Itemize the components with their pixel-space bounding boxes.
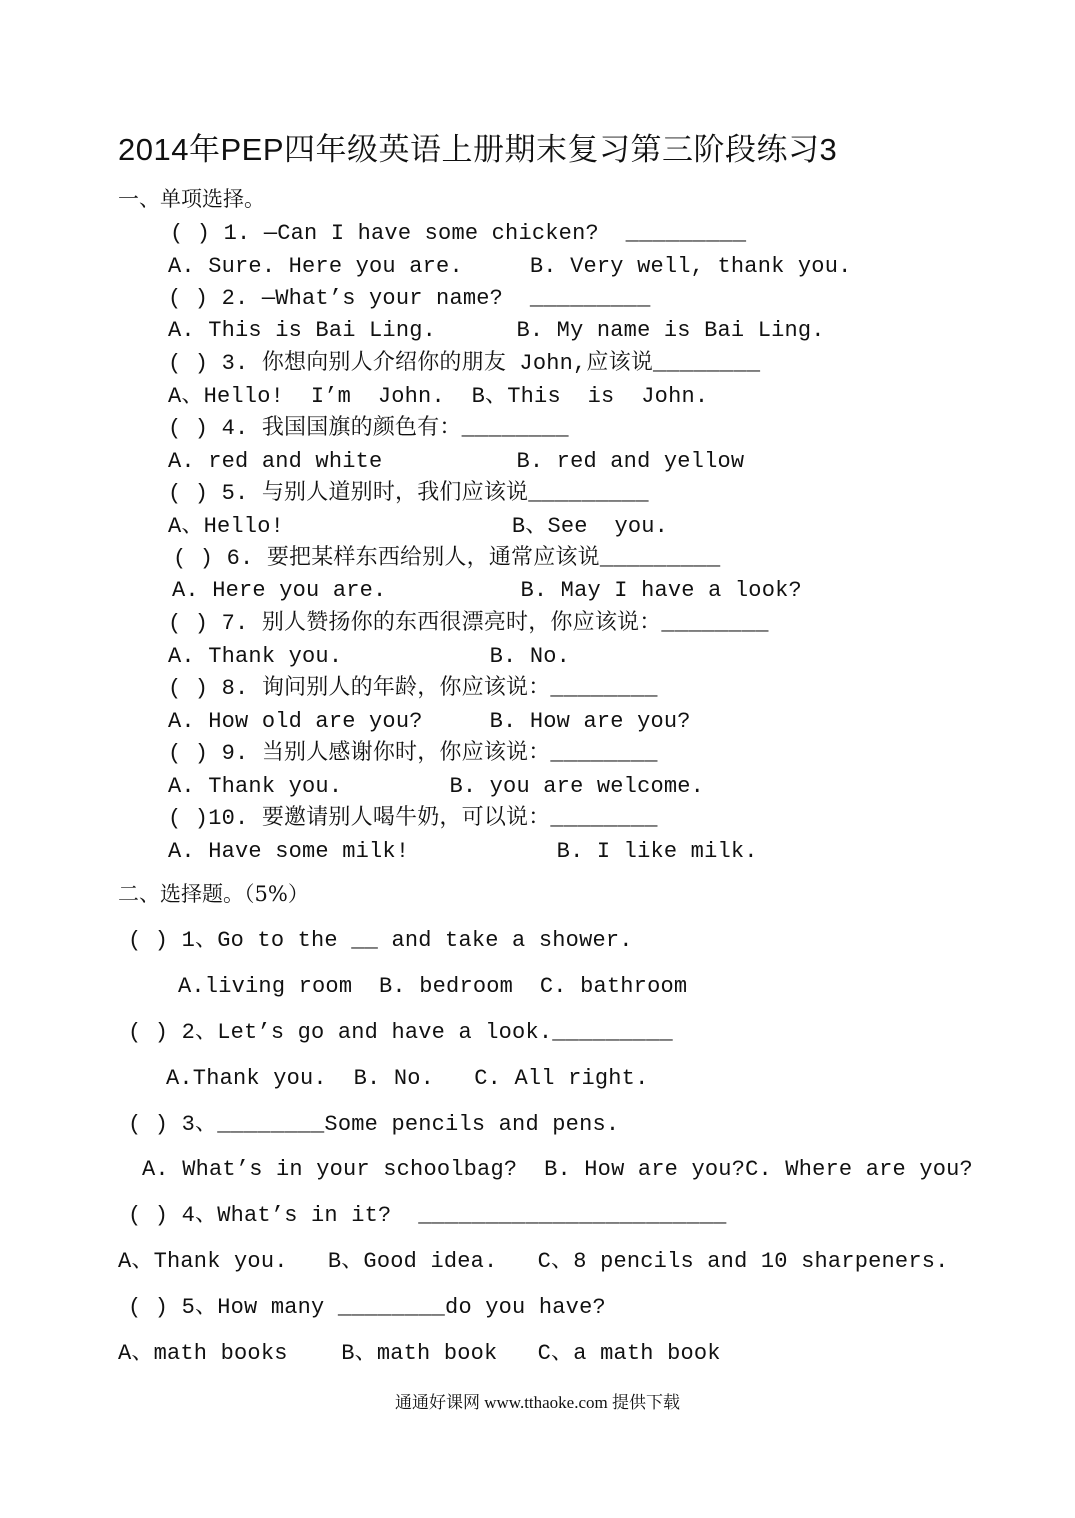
section-2-heading: 二、选择题。（5%） (118, 882, 309, 906)
s1-question-3: ( ) 3. 你想向别人介绍你的朋友 John,应该说________ (168, 351, 761, 376)
s2-options-1: A.living room B. bedroom C. bathroom (178, 974, 688, 999)
s1-question-5: ( ) 5. 与别人道别时，我们应该说_________ (168, 481, 649, 506)
s2-question-4: ( ) 4、What’s in it? _______________________ (128, 1203, 727, 1228)
s2-options-2: A.Thank you. B. No. C. All right. (166, 1066, 649, 1091)
s1-options-9: A. Thank you. B. you are welcome. (168, 774, 705, 799)
s1-question-6: ( ) 6. 要把某样东西给别人，通常应该说_________ (173, 546, 721, 571)
s1-question-4: ( ) 4. 我国国旗的颜色有：________ (168, 416, 569, 441)
s1-options-8: A. How old are you? B. How are you? (168, 709, 691, 734)
section-1-heading: 一、单项选择。 (118, 187, 265, 211)
page-footer: 通通好课网 www.tthaoke.com 提供下载 (394, 1393, 681, 1412)
s1-question-1: ( ) 1. —Can I have some chicken? _________ (170, 221, 747, 246)
page-title: 2014年PEP四年级英语上册期末复习第三阶段练习3 (118, 132, 838, 167)
s2-question-1: ( ) 1、Go to the __ and take a shower. (128, 928, 633, 953)
s2-question-2: ( ) 2、Let’s go and have a look._________ (128, 1020, 673, 1045)
s1-options-1: A. Sure. Here you are. B. Very well, thank you. (168, 254, 852, 279)
s1-question-9: ( ) 9. 当别人感谢你时，你应该说：________ (168, 741, 658, 766)
s1-question-7: ( ) 7. 别人赞扬你的东西很漂亮时，你应该说：________ (168, 611, 769, 636)
s2-options-3: A. What’s in your schoolbag? B. How are you?C. Where are you? (142, 1157, 973, 1182)
s1-options-10: A. Have some milk! B. I like milk. (168, 839, 758, 864)
s1-options-5: A、Hello! B、See you. (168, 514, 669, 539)
s1-question-8: ( ) 8. 询问别人的年龄，你应该说：________ (168, 676, 658, 701)
s1-options-3: A、Hello! I’m John. B、This is John. (168, 384, 709, 409)
s2-options-4: A、Thank you. B、Good idea. C、8 pencils and 10 sharpeners. (118, 1249, 949, 1274)
s1-question-10: ( )10. 要邀请别人喝牛奶，可以说：________ (168, 806, 658, 831)
s1-question-2: ( ) 2. —What’s your name? _________ (168, 286, 651, 311)
s1-options-2: A. This is Bai Ling. B. My name is Bai Ling. (168, 318, 825, 343)
s1-options-6: A. Here you are. B. May I have a look? (172, 578, 802, 603)
s1-options-4: A. red and white B. red and yellow (168, 449, 745, 474)
s2-options-5: A、math books B、math book C、a math book (118, 1341, 721, 1366)
s2-question-5: ( ) 5、How many ________do you have? (128, 1295, 606, 1320)
s2-question-3: ( ) 3、________Some pencils and pens. (128, 1112, 620, 1137)
s1-options-7: A. Thank you. B. No. (168, 644, 571, 669)
